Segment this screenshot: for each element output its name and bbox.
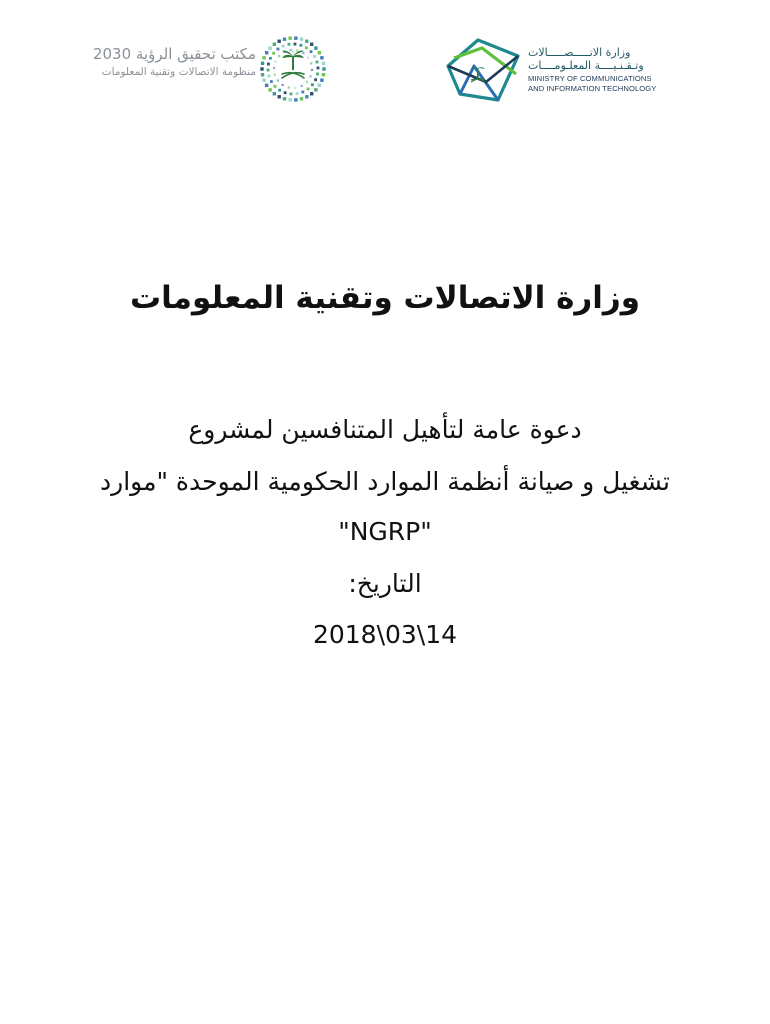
invitation-line-2: تشغيل و صيانة أنظمة الموارد الحكومية الموحدة "موارد: [100, 467, 670, 496]
ministry-logo-english-line1: MINISTRY OF COMMUNICATIONS: [528, 74, 652, 83]
saudi-emblem-icon: [258, 34, 328, 104]
invitation-line-3: "NGRP": [338, 517, 432, 546]
ministry-logo-english-line2: AND INFORMATION TECHNOLOGY: [528, 83, 657, 93]
invitation-line-1: دعوة عامة لتأهيل المتنافسين لمشروع: [188, 415, 582, 444]
ministry-logo-arabic-line1: وزارة الاتـــــصـــــالات: [528, 46, 631, 59]
vision-office-logo: [88, 34, 333, 106]
vision-office-line1: مكتب تحقيق الرؤية 2030: [92, 45, 256, 63]
date-value: 2018\03\14: [312, 620, 458, 649]
vision-office-text: [88, 44, 256, 80]
ministry-logo-arabic-line2: وتـقـنـيــــة المعلـومــــات: [528, 59, 644, 72]
ministry-title: وزارة الاتصالات وتقنية المعلومات: [130, 280, 640, 316]
date-label: التاريخ:: [348, 569, 422, 598]
mcit-geometric-logo-icon: [440, 36, 528, 108]
ministry-logo: [440, 36, 680, 108]
ministry-logo-text: [528, 46, 678, 93]
vision-office-line2: منظومة الاتصالات وتقنية المعلومات: [101, 66, 256, 78]
